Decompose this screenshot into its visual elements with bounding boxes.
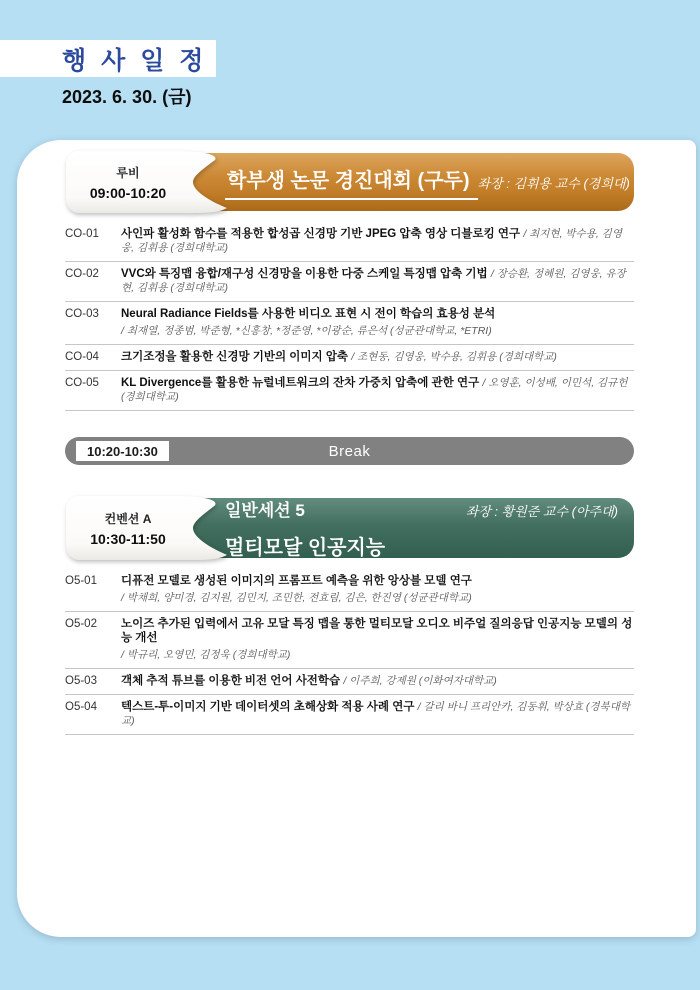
session1-paper-list — [65, 222, 634, 411]
paper-row — [65, 371, 634, 411]
paper-title: 디퓨전 모델로 생성된 이미지의 프롬프트 예측을 위한 앙상블 모델 연구 — [121, 575, 472, 587]
session2-bar — [177, 498, 634, 558]
session1-room: 루비 — [116, 165, 140, 180]
session2-header — [65, 495, 634, 561]
session1-bar — [177, 153, 634, 211]
paper-authors: / 박채희, 양미경, 김지원, 김민지, 조민한, 전효림, 김은, 한진영 (성균관대학교) — [121, 592, 472, 604]
paper-row — [65, 612, 634, 669]
paper-id: O5-02 — [65, 618, 97, 630]
session2-title: 일반세션 5 — [225, 501, 305, 520]
session2-room: 컨벤션 A — [104, 511, 152, 526]
break-bar — [65, 437, 634, 465]
session1-time: 09:00-10:20 — [89, 184, 167, 201]
paper-row — [65, 345, 634, 371]
session1-header — [65, 150, 634, 214]
paper-authors: / 갈리 바니 프리안카, 김동휘, 박상효 (경북대학교) — [121, 701, 630, 727]
paper-row — [65, 222, 634, 262]
paper-id: O5-04 — [65, 701, 97, 713]
paper-row — [65, 569, 634, 612]
paper-row — [65, 302, 634, 345]
paper-authors: / 조현동, 김영웅, 박수용, 김휘용 (경희대학교) — [351, 351, 557, 363]
paper-row — [65, 695, 634, 735]
event-date: 2023. 6. 30. (금) — [62, 87, 192, 107]
paper-id: CO-05 — [65, 377, 99, 389]
paper-id: CO-02 — [65, 268, 99, 280]
paper-authors: / 최지현, 박수용, 김영웅, 김휘용 (경희대학교) — [121, 228, 622, 254]
paper-authors: / 최재열, 정종범, 박준형, *신홍창, *정준영, *이광순, 류은석 (성균관대학교, *ETRI) — [121, 325, 492, 337]
paper-row — [65, 262, 634, 302]
paper-row — [65, 669, 634, 695]
break-label: Break — [328, 442, 371, 460]
paper-authors: / 장승환, 정혜원, 김영웅, 유장현, 김휘용 (경희대학교) — [121, 268, 626, 294]
session2-room-tab — [65, 495, 237, 561]
break-time: 10:20-10:30 — [76, 441, 169, 461]
session1-title: 학부생 논문 경진대회 (구두) — [225, 164, 478, 200]
paper-title: 객체 추적 튜브를 이용한 비전 언어 사전학습 — [121, 675, 341, 687]
paper-id: CO-01 — [65, 228, 99, 240]
paper-title: VVC와 특징맵 융합/재구성 신경망을 이용한 다중 스케일 특징맵 압축 기법 — [121, 268, 488, 280]
paper-title: 사인파 활성화 함수를 적용한 합성곱 신경망 기반 JPEG 압축 영상 디블로킹 연구 — [121, 228, 521, 240]
session1-room-tab — [65, 150, 237, 214]
session1-chair: 좌장 : 김휘용 교수 (경희대) — [477, 175, 630, 191]
paper-id: CO-03 — [65, 308, 99, 320]
session2-subtitle: 멀티모달 인공지능 — [225, 537, 386, 559]
page-title-band — [0, 40, 216, 77]
paper-authors: / 오영훈, 이성배, 이민석, 김규헌 (경희대학교) — [121, 377, 628, 403]
paper-authors: / 이주희, 강제원 (이화여자대학교) — [343, 675, 497, 687]
session2-time: 10:30-11:50 — [90, 530, 166, 547]
paper-authors: / 박규리, 오영민, 김정욱 (경희대학교) — [121, 649, 291, 661]
paper-title: KL Divergence를 활용한 뉴럴네트워크의 잔차 가중치 압축에 관한 연구 — [121, 377, 480, 389]
paper-id: O5-01 — [65, 575, 97, 587]
paper-id: CO-04 — [65, 351, 99, 363]
paper-id: O5-03 — [65, 675, 97, 687]
paper-title: Neural Radiance Fields를 사용한 비디오 표현 시 전이 학습의 효용성 분석 — [121, 308, 496, 320]
session2-paper-list — [65, 569, 634, 735]
page-title: 행 사 일 정 — [62, 46, 208, 75]
session2-chair: 좌장 : 황원준 교수 (아주대) — [465, 504, 618, 519]
paper-title: 크기조정을 활용한 신경망 기반의 이미지 압축 — [121, 351, 349, 363]
paper-title: 텍스트-투-이미지 기반 데이터셋의 초해상화 적용 사례 연구 — [121, 701, 415, 713]
paper-title: 노이즈 추가된 입력에서 고유 모달 특징 맵을 통한 멀티모달 오디오 비주얼 질의응답 인공지능 모델의 성능 개선 — [121, 618, 633, 644]
schedule-card — [17, 140, 696, 937]
